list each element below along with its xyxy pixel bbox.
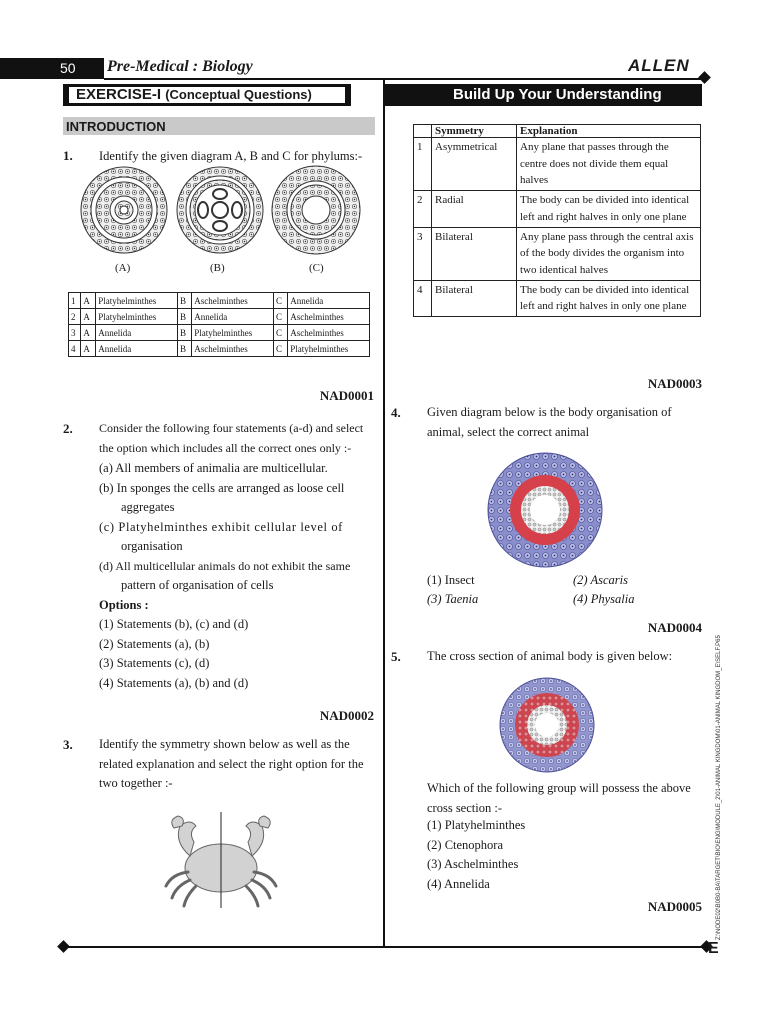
q1-option-cell-c: C: [273, 341, 287, 357]
q2-option-3[interactable]: (3) Statements (c), (d): [99, 656, 210, 670]
q2-text: Consider the following four statements (a-d) and select the option which includes all the correct ones only :-: [99, 421, 364, 455]
q2-statement-c-cont: organisation: [121, 539, 183, 553]
q4-number: 4.: [391, 405, 401, 420]
footer-file-path: Z:\NODE02\B0B0-BA\TARGET\BIO\ENG\MODULE_2\01-ANIMAL KINGDOM\01-ANIMAL KINGDOM_E\SELF.P65: [716, 635, 722, 940]
diagram-label-c: (C): [309, 262, 324, 274]
q1-option-cell-n: 2: [69, 309, 81, 325]
q3-cell-sym: Asymmetrical: [432, 138, 517, 191]
q1-option-cell-n: 3: [69, 325, 81, 341]
q1-option-cell-b-val: Platyhelminthes: [192, 325, 274, 341]
q4-option-1[interactable]: (1) Insect: [427, 573, 475, 587]
q2-statement-b: (b) In sponges the cells are arranged as loose cell: [99, 480, 345, 495]
q1-text: Identify the given diagram A, B and C for phylums:-: [99, 149, 363, 163]
q5-question: Which of the following group will possess the above cross section :-: [427, 781, 691, 815]
q3-code: NAD0003: [647, 376, 702, 391]
section-heading: INTRODUCTION: [66, 119, 166, 134]
q2-code: NAD0002: [319, 708, 374, 723]
q4-cross-section-diagram: [487, 452, 603, 568]
understanding-title: Build Up Your Understanding: [453, 86, 662, 103]
q3-option-row[interactable]: [414, 280, 701, 316]
diagram-label-b: (B): [210, 262, 225, 274]
q5-option-text: (3) Aschelminthes: [427, 857, 519, 871]
q3-option-row[interactable]: [414, 191, 701, 227]
q1-option-cell-c-val: Aschelminthes: [288, 325, 370, 341]
q1-option-row[interactable]: [69, 309, 370, 325]
q1-option-cell-b: B: [177, 309, 191, 325]
q3-cell-n: 4: [414, 280, 432, 316]
q1-option-cell-b-val: Annelida: [192, 309, 274, 325]
q1-option-cell-n: 4: [69, 341, 81, 357]
q5-text: The cross section of animal body is given below:: [427, 649, 673, 663]
q1-option-cell-c-val: Aschelminthes: [288, 309, 370, 325]
q1-option-cell-c: C: [273, 309, 287, 325]
q3-cell-sym: Bilateral: [432, 280, 517, 316]
diagram-b: [177, 167, 263, 253]
q1-diagrams: [78, 163, 368, 259]
q3-cell-exp: Any plane that passes through the centre does not divide them equal halves: [517, 138, 701, 191]
q1-options-table: [68, 292, 370, 357]
q5-option-text: (4) Annelida: [427, 876, 490, 891]
q1-option-cell-a-val: Platyhelminthes: [96, 293, 178, 309]
publisher-logo: ALLEN: [628, 56, 690, 75]
q3-cell-exp: Any plane pass through the central axis of the body divides the organism into two identical halves: [517, 227, 701, 280]
crab-illustration: [160, 812, 282, 908]
q1-code: NAD0001: [319, 388, 374, 403]
q2-statement-b-cont: aggregates: [121, 500, 175, 514]
q5-option-3[interactable]: [427, 855, 525, 875]
header-title: Pre-Medical : Biology: [107, 58, 253, 75]
q3-header-blank: [414, 125, 432, 138]
q2-statement-a: (a) All members of animalia are multicellular.: [99, 461, 328, 475]
q5-option-4[interactable]: [427, 875, 525, 895]
q2-statement-d: (d) All multicellular animals do not exhibit the same: [99, 558, 351, 573]
q1-option-cell-b: B: [177, 293, 191, 309]
q3-cell-n: 3: [414, 227, 432, 280]
q1-option-cell-b: B: [177, 341, 191, 357]
q1-option-cell-a-val: Annelida: [96, 325, 178, 341]
q5-option-2[interactable]: [427, 836, 525, 856]
q1-option-row[interactable]: [69, 325, 370, 341]
q1-option-cell-c: C: [273, 325, 287, 341]
q3-cell-n: 1: [414, 138, 432, 191]
q3-symmetry-table: [413, 124, 701, 317]
q5-option-1[interactable]: [427, 816, 525, 836]
q2-statement-c: (c) Platyhelminthes exhibit cellular level of: [99, 519, 343, 534]
q4-option-4[interactable]: (4) Physalia: [573, 592, 635, 606]
q5-number: 5.: [391, 649, 401, 664]
q3-header-symmetry: Symmetry: [432, 125, 517, 138]
q5-code: NAD0005: [647, 899, 702, 914]
header-page-number-bar: [0, 58, 104, 79]
q1-option-cell-a-val: Annelida: [96, 341, 178, 357]
diagram-a: [81, 167, 167, 253]
q3-cell-sym: Radial: [432, 191, 517, 227]
header-diamond-icon: [698, 71, 711, 84]
q1-option-cell-n: 1: [69, 293, 81, 309]
q4-option-3[interactable]: (3) Taenia: [427, 592, 479, 606]
q1-option-cell-b: B: [177, 325, 191, 341]
footer-rule: [64, 946, 706, 948]
q1-option-cell-b-val: Aschelminthes: [192, 293, 274, 309]
page-number: 50: [60, 60, 76, 76]
q2-option-2[interactable]: (2) Statements (a), (b): [99, 636, 210, 651]
q3-cell-sym: Bilateral: [432, 227, 517, 280]
q1-option-cell-a: A: [81, 341, 96, 357]
q1-option-cell-a: A: [81, 325, 96, 341]
q2-option-4[interactable]: (4) Statements (a), (b) and (d): [99, 675, 249, 690]
q3-cell-exp: The body can be divided into identical left and right halves in only one plane: [517, 191, 701, 227]
q3-number: 3.: [63, 737, 73, 752]
q3-option-row[interactable]: [414, 138, 701, 191]
q2-options-label: Options :: [99, 597, 149, 612]
q4-code: NAD0004: [647, 620, 702, 635]
q3-table-header-row: [414, 125, 701, 138]
q4-option-2[interactable]: (2) Ascaris: [573, 573, 628, 587]
header-rule: [104, 78, 704, 80]
q5-option-text: (2) Ctenophora: [427, 837, 504, 852]
q1-option-cell-a: A: [81, 293, 96, 309]
q5-option-text: (1) Platyhelminthes: [427, 818, 526, 832]
q1-option-row[interactable]: [69, 293, 370, 309]
q1-option-cell-c-val: Annelida: [288, 293, 370, 309]
q3-text: Identify the symmetry shown below as well as the related explanation and select the right option for the two together :-: [99, 737, 364, 790]
q5-cross-section-diagram: [499, 677, 595, 773]
q3-cell-exp: The body can be divided into identical left and right halves in only one plane: [517, 280, 701, 316]
q1-option-cell-a: A: [81, 309, 96, 325]
footer-letter: E: [708, 940, 719, 957]
q3-cell-n: 2: [414, 191, 432, 227]
q1-option-cell-c-val: Platyhelminthes: [288, 341, 370, 357]
q2-statement-d-cont: pattern of organisation of cells: [121, 578, 274, 592]
q3-option-row[interactable]: [414, 227, 701, 280]
q1-number: 1.: [63, 148, 73, 163]
q2-option-1[interactable]: (1) Statements (b), (c) and (d): [99, 617, 249, 631]
q1-option-row[interactable]: [69, 341, 370, 357]
q5-options: [427, 816, 525, 894]
q1-option-cell-c: C: [273, 293, 287, 309]
q2-statements: [99, 459, 379, 693]
q3-header-explanation: Explanation: [517, 125, 701, 138]
exercise-title: EXERCISE-I (Conceptual Questions): [76, 86, 312, 103]
diagram-label-a: (A): [115, 262, 131, 274]
q2-number: 2.: [63, 421, 73, 436]
column-divider: [383, 80, 385, 946]
q1-option-cell-b-val: Aschelminthes: [192, 341, 274, 357]
q4-text: Given diagram below is the body organisation of animal, select the correct animal: [427, 405, 672, 439]
footer-diamond-icon: [57, 940, 70, 953]
diagram-c: [272, 166, 360, 254]
q1-option-cell-a-val: Platyhelminthes: [96, 309, 178, 325]
